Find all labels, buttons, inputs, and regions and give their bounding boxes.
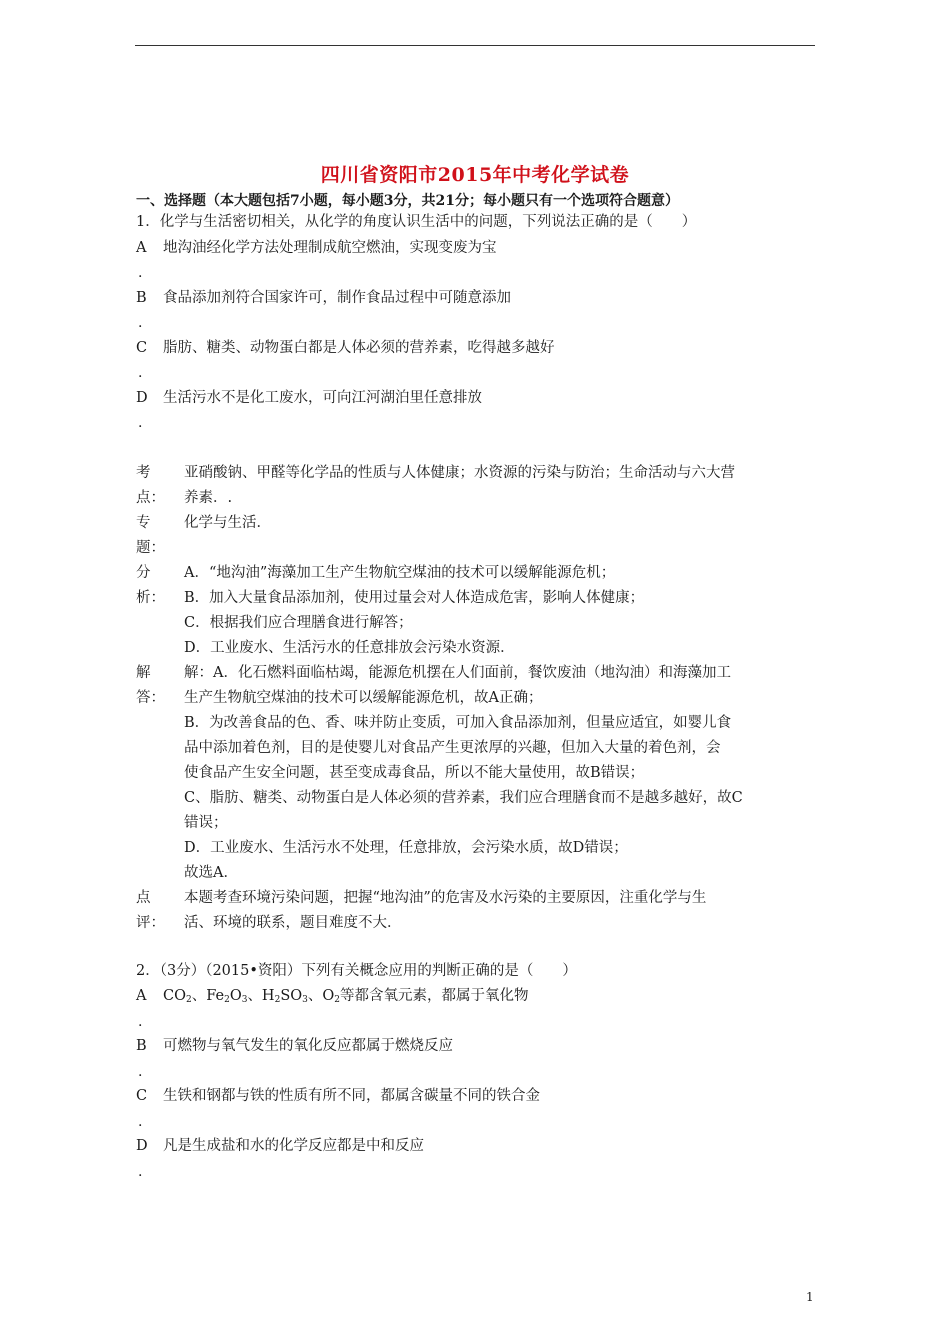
section-heading: 一、选择题（本大题包括7小题，每小题3分，共21分；每小题只有一个选项符合题意） [136, 193, 679, 209]
q1-option-c-letter: C [136, 340, 148, 356]
kaodian-label-2: 点： [136, 490, 165, 506]
dianping-label-1: 点 [136, 890, 151, 906]
jieda-line-5: 使食品产生安全问题，甚至变成毒食品，所以不能大量使用，故B错误； [184, 765, 645, 781]
dianping-line-1: 本题考查环境污染问题，把握“地沟油”的危害及水污染的主要原因，注重化学与生 [184, 890, 707, 906]
q2-option-c-letter: C [136, 1088, 148, 1104]
q1-option-b-letter: B [136, 290, 147, 306]
dianping-line-2: 活、环境的联系，题目难度不大． [184, 915, 402, 931]
q2-option-c-dot: . [138, 1114, 143, 1130]
question-1-stem: 1．化学与生活密切相关，从化学的角度认识生活中的问题，下列说法正确的是（ ） [136, 214, 697, 230]
zhuanti-label-1: 专 [136, 515, 151, 531]
page-title: 四川省资阳市2015年中考化学试卷 [320, 164, 630, 186]
q2-option-d-letter: D [136, 1138, 148, 1154]
fenxi-label-1: 分 [136, 565, 151, 581]
q1-option-d-dot: . [138, 415, 143, 431]
q2-option-a-text: $CO_2$、$Fe_2O_3$、$H_2SO_3$、$O_2$等都含氧元素，都属于氧化物 [163, 988, 529, 1005]
jieda-label-2: 答： [136, 690, 165, 706]
jieda-line-6: C、脂肪、糖类、动物蛋白是人体必须的营养素，我们应合理膳食而不是越多越好，故C [184, 790, 743, 806]
zhuanti-label-2: 题： [136, 540, 165, 556]
zhuanti-line-1: 化学与生活． [184, 515, 271, 531]
q1-option-d-letter: D [136, 390, 148, 406]
q2-option-b-letter: B [136, 1038, 147, 1054]
q2-option-b-dot: . [138, 1064, 143, 1080]
jieda-label-1: 解 [136, 665, 151, 681]
formula-co2: $CO_2$ [163, 988, 192, 1005]
q2-option-b-text: 可燃物与氧气发生的氧化反应都属于燃烧反应 [163, 1038, 453, 1054]
q1-option-b-text: 食品添加剂符合国家许可，制作食品过程中可随意添加 [163, 290, 511, 306]
fenxi-line-1: A．“地沟油”海藻加工生产生物航空煤油的技术可以缓解能源危机； [184, 565, 616, 581]
q2-option-a-dot: . [138, 1014, 143, 1030]
kaodian-line-1: 亚硝酸钠、甲醛等化学品的性质与人体健康；水资源的污染与防治；生命活动与六大营 [184, 465, 735, 481]
q1-option-a-letter: A [136, 240, 147, 256]
kaodian-label-1: 考 [136, 465, 151, 481]
page-number: 1 [806, 1290, 814, 1304]
q2-option-c-text: 生铁和钢都与铁的性质有所不同，都属含碳量不同的铁合金 [163, 1088, 540, 1104]
kaodian-line-2: 养素．. [184, 490, 233, 506]
q1-option-c-text: 脂肪、糖类、动物蛋白都是人体必须的营养素，吃得越多越好 [163, 340, 555, 356]
question-2-stem: 2．（3分）（2015•资阳）下列有关概念应用的判断正确的是（ ） [136, 963, 577, 979]
q1-option-b-dot: . [138, 315, 143, 331]
jieda-line-3: B．为改善食品的色、香、味并防止变质，可加入食品添加剂，但量应适宜，如婴儿食 [184, 715, 732, 731]
jieda-line-7: 错误； [184, 815, 228, 831]
jieda-line-2: 生产生物航空煤油的技术可以缓解能源危机，故A正确； [184, 690, 543, 706]
q1-option-a-text: 地沟油经化学方法处理制成航空燃油，实现变废为宝 [163, 240, 497, 256]
q1-option-a-dot: . [138, 265, 143, 281]
jieda-line-4: 品中添加着色剂，目的是使婴儿对食品产生更浓厚的兴趣，但加入大量的着色剂，会 [184, 740, 721, 756]
q1-option-d-text: 生活污水不是化工废水，可向江河湖泊里任意排放 [163, 390, 482, 406]
q2-option-d-dot: . [138, 1164, 143, 1180]
jieda-line-8: D．工业废水、生活污水不处理，任意排放，会污染水质，故D错误； [184, 840, 628, 856]
header-rule [135, 45, 815, 46]
fenxi-line-2: B．加入大量食品添加剂，使用过量会对人体造成危害，影响人体健康； [184, 590, 645, 606]
dianping-label-2: 评： [136, 915, 165, 931]
q2-option-d-text: 凡是生成盐和水的化学反应都是中和反应 [163, 1138, 424, 1154]
fenxi-line-3: C．根据我们应合理膳食进行解答； [184, 615, 413, 631]
fenxi-line-4: D．工业废水、生活污水的任意排放会污染水资源． [184, 640, 515, 656]
fenxi-label-2: 析： [136, 590, 165, 606]
jieda-line-9: 故选A． [184, 865, 238, 881]
q1-option-c-dot: . [138, 365, 143, 381]
jieda-line-1: 解：A．化石燃料面临枯竭，能源危机摆在人们面前，餐饮废油（地沟油）和海藻加工 [184, 665, 731, 681]
q2-option-a-letter: A [136, 988, 147, 1004]
